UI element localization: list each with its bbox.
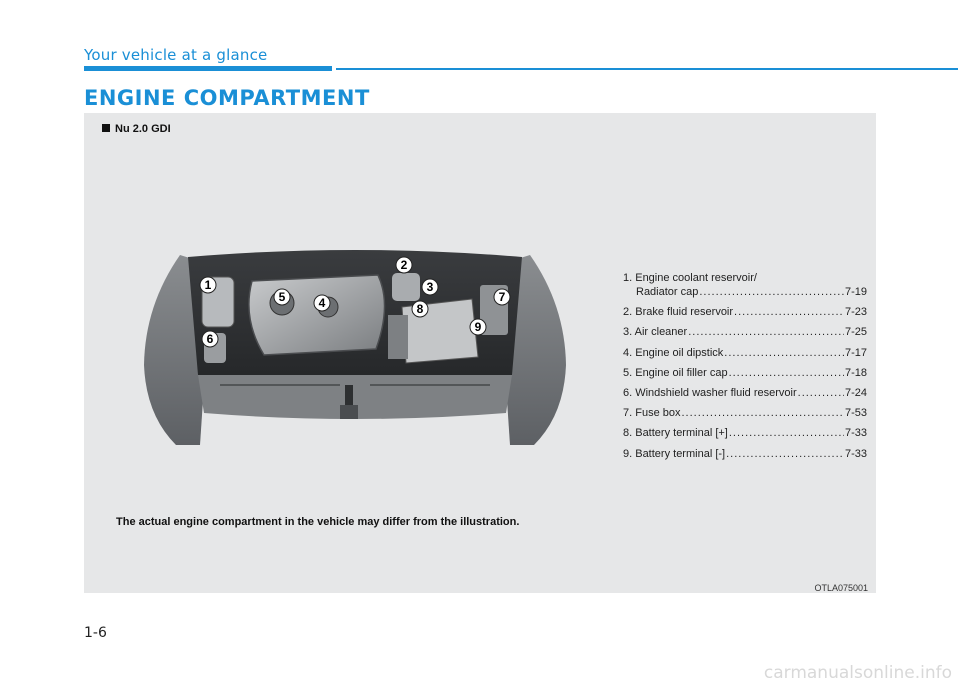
callout-8 — [412, 301, 428, 317]
brake-fluid-reservoir — [392, 273, 420, 301]
legend-item-9: 9. Battery terminal [-] ..... 7-33 — [623, 447, 867, 461]
callout-3 — [422, 279, 438, 295]
header-rule-thick — [84, 66, 332, 71]
illustration-note: The actual engine compartment in the vehicle may differ from the illustration. — [116, 516, 520, 528]
svg-text:2: 2 — [400, 258, 408, 272]
legend-item-7: 7. Fuse box ..... 7-53 — [623, 406, 867, 420]
legend-item-5: 5. Engine oil filler cap ..... 7-18 — [623, 366, 867, 380]
square-bullet-icon — [102, 124, 110, 132]
page-number: 1-6 — [84, 625, 107, 641]
section-header: Your vehicle at a glance — [84, 46, 268, 64]
svg-text:1: 1 — [204, 278, 212, 292]
callout-1 — [200, 277, 216, 293]
latch-bracket — [340, 405, 358, 419]
header-rule-thin — [336, 68, 958, 70]
callout-7 — [494, 289, 510, 305]
callout-4 — [314, 295, 330, 311]
callout-9 — [470, 319, 486, 335]
illustration-panel — [84, 113, 876, 593]
callout-2 — [396, 257, 412, 273]
legend-item-1: Radiator cap ..... 7-19 — [623, 285, 867, 299]
page-title: ENGINE COMPARTMENT — [84, 86, 370, 110]
engine-cover — [249, 275, 385, 355]
legend-item-8: 8. Battery terminal [+] ..... 7-33 — [623, 426, 867, 440]
svg-text:9: 9 — [474, 320, 482, 334]
svg-text:3: 3 — [426, 280, 434, 294]
svg-text:8: 8 — [416, 302, 424, 316]
legend-item-1-line1: 1. Engine coolant reservoir/ — [623, 272, 757, 284]
legend-item-4: 4. Engine oil dipstick ..... 7-17 — [623, 346, 867, 360]
legend-item-2: 2. Brake fluid reservoir ..... 7-23 — [623, 305, 867, 319]
hood-latch — [345, 385, 353, 407]
engine-compartment-illustration — [140, 245, 570, 460]
svg-text:5: 5 — [278, 290, 286, 304]
callout-6 — [202, 331, 218, 347]
engine-variant-label: Nu 2.0 GDI — [102, 123, 171, 135]
svg-text:6: 6 — [206, 332, 214, 346]
legend-item-6: 6. Windshield washer fluid reservoir ..... 7-24 — [623, 386, 867, 400]
callout-5 — [274, 289, 290, 305]
watermark: carmanualsonline.info — [763, 663, 952, 683]
svg-text:4: 4 — [318, 296, 326, 310]
image-code: OTLA075001 — [814, 583, 868, 593]
legend-item-3: 3. Air cleaner ..... 7-25 — [623, 325, 867, 339]
svg-text:7: 7 — [498, 290, 506, 304]
component-legend — [623, 271, 867, 467]
battery — [388, 315, 408, 359]
